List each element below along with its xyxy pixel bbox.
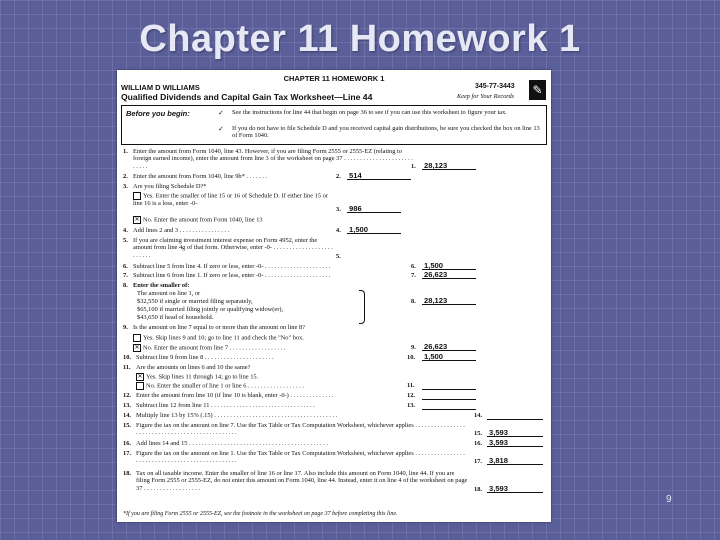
check-icon: ✓ [218,109,224,117]
line-number: 3. [123,183,128,190]
line-18-value: 3,593 [487,485,543,493]
line-1-value: 28,123 [422,162,476,170]
line-8-option: $65,100 if married filing jointly or qualifying widow(er), [137,306,284,313]
line-text: Tax on all taxable income. Enter the smaller of line 16 or line 17. Also include this amount on Form 1040, line 44. If you are filing Form 2555 or 2555-EZ, do not enter this amount on Form 1040, line 44. Instead, enter it on line 4 of the worksheet on page 37 . . . . . . . . . . . . . . . . . . [136,470,468,492]
line-10-value: 1,500 [422,353,476,361]
line-text: Is the amount on line 7 equal to or more than the amount on line 8? [133,324,305,331]
line-number: 10. [123,354,131,361]
checkbox-yes[interactable] [133,192,141,200]
footnote: *If you are filing Form 2555 or 2555-EZ, see the footnote in the worksheet on page 37 before completing this line. [123,511,398,517]
line-text: Enter the amount from Form 1040, line 9b* . . . . . . . [133,173,268,180]
line-13-value [422,401,476,410]
line-3-value: 986 [347,205,401,213]
line-number: 1. [123,148,128,155]
line-number: 16. [123,440,131,447]
line-11-value [422,381,476,390]
line-8-option: The amount on line 1, or [137,290,201,297]
checkbox-yes[interactable] [133,334,141,342]
line-16-value: 3,593 [487,439,543,447]
worksheet-header: CHAPTER 11 HOMEWORK 1 [283,74,385,83]
line-11-yes-text: Yes. Skip lines 11 through 14; go to line 15. [146,373,259,381]
line-number: 4. [123,227,128,234]
before-item-2: If you do not have to file Schedule D and you received capital gain distributions, be sure you checked the box on line 13 of Form 1040. [232,125,540,140]
line-14-value [487,411,543,420]
line-number: 14. [123,412,131,419]
line-8-option: $43,650 if head of household. [137,314,214,321]
slide-title: Chapter 11 Homework 1 [139,18,581,60]
line-label: 9. [411,344,416,351]
line-number: 5. [123,237,128,244]
line-label: 6. [411,263,416,270]
line-number: 11. [123,364,131,371]
line-label: 4. [336,227,341,234]
line-text: Subtract line 12 from line 11 . . . . . . . . . . . . . . . . . . . . . . . . . . . . . . . . . [136,402,315,409]
line-text: Subtract line 6 from line 1. If zero or less, enter -0- . . . . . . . . . . . . . . . . . . . . . [133,272,331,279]
line-17-value: 3,818 [487,457,543,465]
checkbox-no-checked[interactable]: ✕ [134,217,140,223]
line-label: 10. [407,354,415,361]
line-label: 17. [474,458,482,465]
taxpayer-name: WILLIAM D WILLIAMS [121,83,200,92]
line-label: 2. [336,173,341,180]
worksheet-title: Qualified Dividends and Capital Gain Tax Worksheet—Line 44 [121,92,373,102]
line-label: 16. [474,440,482,447]
line-number: 17. [123,450,131,457]
line-text: Are you filing Schedule D?* [133,183,207,190]
line-text: Enter the amount from line 10 (if line 10 is blank, enter -0-) . . . . . . . . . . . . . . [136,392,334,399]
line-text: Figure the tax on the amount on line 1. Use the Tax Table or Tax Computation Worksheet, whichever applies . . . . . . . . . . . . . . . . . . . . . . . . . . . . . . . . . . . . . . . . . . . . . . . . [136,450,465,465]
line-2-value: 514 [347,172,411,180]
line-text: Add lines 14 and 15 . . . . . . . . . . . . . . . . . . . . . . . . . . . . . . . . . . . . . . . . . . . . [136,440,329,447]
line-number: 6. [123,263,128,270]
line-label: 12. [407,392,415,399]
line-7-value: 26,623 [422,271,476,279]
line-label: 15. [474,430,482,437]
checkbox-no[interactable] [136,382,144,390]
line-label: 3. [336,206,341,213]
line-number: 13. [123,402,131,409]
line-9-yes-text: Yes. Skip lines 9 and 10; go to line 11 and check the "No" box. [143,334,304,342]
line-8-value: 28,123 [422,297,476,305]
line-text: If you are claiming investment interest expense on Form 4952, enter the amount from line 4g of that form. Otherwise, enter -0- . . . . . . . . . . . . . . . . . . . . . . . . . [133,237,333,259]
slide-page-number: 9 [666,494,672,505]
keep-records-note: Keep for Your Records [457,93,515,100]
line-label: 5. [336,253,341,260]
line-label: 11. [407,382,415,389]
line-number: 7. [123,272,128,279]
before-you-begin-box [121,105,547,145]
line-9-no-text: No. Enter the amount from line 7 . . . . . . . . . . . . . . . . . . [143,344,286,352]
worksheet-document [117,70,551,522]
line-number: 2. [123,173,128,180]
line-12-value [422,391,476,400]
line-text: Enter the amount from Form 1040, line 43. However, if you are filing Form 2555 or 2555-EZ (relating to foreign earned income), enter the amount from line 3 of the worksheet on page 37 . . . . . . . . . . . . . . . . . . . . . . . . . . . [133,148,413,170]
pen-icon: ✎ [529,80,546,100]
before-item-1: See the instructions for line 44 that begin on page 36 to see if you can use this worksheet to figure your tax. [232,109,507,116]
line-11-no-text: No. Enter the smaller of line 1 or line 6 . . . . . . . . . . . . . . . . . . [146,382,304,390]
checkbox-yes-checked[interactable]: ✕ [137,374,143,380]
line-label: 1. [411,163,416,170]
taxpayer-ssn: 345-77-3443 [475,83,515,90]
line-number: 18. [123,470,131,477]
line-text: Subtract line 5 from line 4. If zero or less, enter -0- . . . . . . . . . . . . . . . . . . . . . [133,263,331,270]
line-8-option: $32,550 if single or married filing separately, [137,298,253,305]
line-text: Add lines 2 and 3 . . . . . . . . . . . . . . . . [133,227,230,234]
line-3-no-text: No. Enter the amount from Form 1040, line 13 [143,216,263,224]
line-number: 12. [123,392,131,399]
line-text: Multiply line 13 by 15% (.15) . . . . . . . . . . . . . . . . . . . . . . . . . . . . . . . . . . . . . . . [136,412,338,419]
line-3-yes-text: Yes. Enter the smaller of line 15 or 16 of Schedule D. If either line 15 or line 16 is a loss, enter -0- [133,192,328,207]
line-number: 9. [123,324,128,331]
line-6-value: 1,500 [422,262,476,270]
line-label: 8. [411,298,416,305]
check-icon: ✓ [218,125,224,133]
line-label: 14. [474,412,482,419]
line-text: Figure the tax on the amount on line 7. Use the Tax Table or Tax Computation Worksheet, whichever applies . . . . . . . . . . . . . . . . . . . . . . . . . . . . . . . . . . . . . . . . . . . . . . . . [136,422,465,437]
line-text: Are the amounts on lines 6 and 10 the same? [136,364,251,371]
line-4-value: 1,500 [347,226,401,234]
before-label: Before you begin: [126,109,190,118]
line-number: 15. [123,422,131,429]
line-9-value: 26,623 [422,343,476,351]
line-label: 18. [474,486,482,493]
line-text: Subtract line 9 from line 8 . . . . . . . . . . . . . . . . . . . . . . [136,354,274,361]
line-label: 13. [407,402,415,409]
line-label: 7. [411,272,416,279]
checkbox-no-checked[interactable]: ✕ [134,345,140,351]
line-text: Enter the smaller of: [133,282,190,289]
line-number: 8. [123,282,128,289]
line-15-value: 3,593 [487,429,543,437]
